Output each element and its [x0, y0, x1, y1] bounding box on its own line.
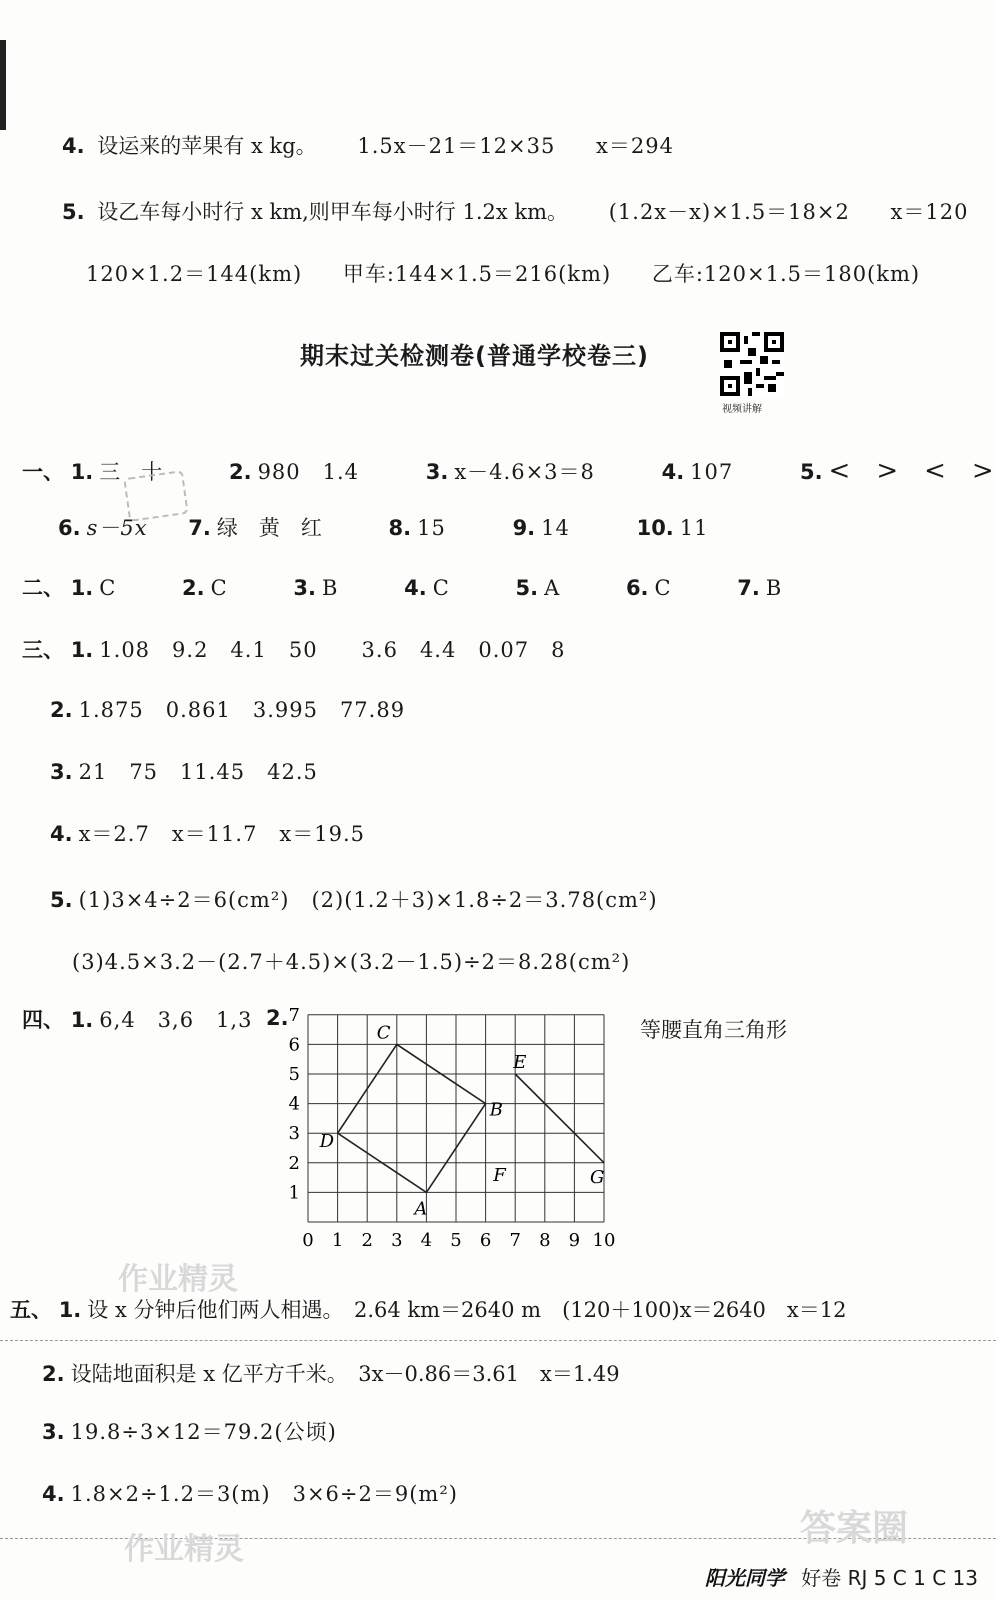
question-number: 4. [50, 822, 73, 846]
answer-line [86, 258, 920, 288]
point-label-b: B [489, 1099, 503, 1121]
answer-line [62, 196, 968, 226]
section-label: 二、 [22, 576, 64, 600]
question-number: 5. [62, 200, 85, 224]
section-label: 五、 [10, 1298, 52, 1322]
question-number: 3. [425, 460, 449, 484]
qr-code-icon[interactable] [720, 332, 784, 396]
x-tick-label: 9 [568, 1230, 581, 1251]
question-number: 4. [661, 460, 685, 484]
answer: C [210, 576, 227, 600]
section-5-line-3 [42, 1416, 337, 1446]
answer: 107 [690, 460, 734, 484]
answer: 绿 黄 红 [216, 516, 322, 540]
question-number: 10. [636, 516, 674, 540]
question-number: 8. [388, 516, 412, 540]
x-tick-label: 7 [509, 1230, 521, 1251]
section-2-line [22, 572, 781, 602]
section-3-line-3 [50, 756, 318, 786]
page-footer [705, 1562, 978, 1591]
x-tick-label: 3 [391, 1230, 403, 1251]
equation: 1.5x－21＝12×35 [357, 134, 556, 158]
solution: x＝120 [890, 200, 969, 224]
answer-note [640, 1014, 787, 1044]
brand-logo: 阳光同学 [704, 1566, 785, 1590]
answer: s－5x [86, 516, 148, 540]
question-number: 1. [70, 460, 94, 484]
answer: 1.875 0.861 3.995 77.89 [78, 698, 406, 722]
question-number: 1. [70, 638, 94, 662]
y-tick-label: 3 [288, 1123, 300, 1145]
section-5-line-1 [10, 1294, 846, 1324]
x-tick-label: 10 [592, 1230, 616, 1251]
question-number: 7. [737, 576, 760, 600]
section-3-line-5 [50, 884, 658, 914]
answer: 设 x 分钟后他们两人相遇。 2.64 km＝2640 m (120＋100)x＝2640 x＝12 [87, 1298, 847, 1322]
answer: < > < > [828, 456, 994, 486]
x-tick-label: 8 [539, 1230, 551, 1251]
answer-line [62, 130, 674, 160]
section-3-line-6 [72, 946, 630, 976]
calc: 甲车:144×1.5＝216(km) [342, 262, 612, 286]
x-tick-label: 1 [331, 1230, 344, 1251]
question-number: 9. [512, 516, 536, 540]
watermark: 作业精灵 [124, 1532, 244, 1567]
section-3-line-2 [50, 694, 405, 724]
section-4-line-1 [22, 1004, 252, 1034]
calc: 120×1.2＝144(km) [86, 262, 303, 286]
answer: x＝2.7 x＝11.7 x＝19.5 [78, 822, 366, 846]
calc: 乙车:120×1.5＝180(km) [651, 262, 921, 286]
y-tick-label: 1 [288, 1182, 300, 1204]
question-number: 4. [62, 134, 85, 158]
answer: 11 [679, 516, 709, 540]
section-label: 一、 [22, 460, 64, 484]
footer-text: 好卷 RJ 5 C 1 C 13 [801, 1566, 978, 1590]
watermark: 作业精灵 [118, 1262, 238, 1297]
question-number: 2. [228, 460, 252, 484]
question-number: 6. [58, 516, 81, 540]
section-5-line-2 [42, 1358, 620, 1388]
question-number: 6. [625, 576, 649, 600]
y-tick-label: 5 [288, 1064, 300, 1085]
section-label: 四、 [22, 1008, 64, 1032]
solution: x＝294 [596, 134, 674, 158]
coordinate-grid [280, 1000, 630, 1260]
question-number: 3. [42, 1420, 65, 1444]
answer: A [544, 576, 560, 600]
point-label-d: D [319, 1131, 335, 1153]
x-tick-label: 5 [450, 1230, 462, 1251]
exam-title: 期末过关检测卷(普通学校卷三) [300, 342, 649, 370]
answer: 19.8÷3×12＝79.2(公顷) [70, 1420, 337, 1444]
question-number: 1. [70, 576, 94, 600]
equation: (1.2x－x)×1.5＝18×2 [608, 200, 850, 224]
point-label-g: G [590, 1166, 605, 1188]
question-number: 3. [50, 760, 73, 784]
answer: B [765, 576, 782, 600]
point-label-f: F [493, 1164, 506, 1186]
answer-text: 设乙车每小时行 x km,则甲车每小时行 1.2x km。 [97, 200, 569, 224]
answer: (3)4.5×3.2－(2.7＋4.5)×(3.2－1.5)÷2＝8.28(cm²) [72, 950, 631, 974]
x-tick-label: 2 [361, 1230, 373, 1251]
answer: 1.08 9.2 4.1 50 3.6 4.4 0.07 8 [99, 638, 566, 662]
question-number: 1. [70, 1008, 94, 1032]
answer: 21 75 11.45 42.5 [78, 760, 318, 784]
question-number: 5. [50, 888, 73, 912]
y-tick-label: 6 [288, 1034, 300, 1056]
section-5-line-4 [42, 1478, 458, 1508]
watermark: 答案圈 [800, 1508, 909, 1549]
x-tick-label: 6 [479, 1230, 492, 1251]
question-number: 5. [515, 576, 539, 600]
point-label-a: A [414, 1198, 428, 1220]
point-label-c: C [376, 1022, 391, 1044]
triangle-type-answer: 等腰直角三角形 [640, 1018, 787, 1042]
page-edge-mark [0, 40, 6, 130]
answer-text: 设运来的苹果有 x kg。 [97, 134, 317, 158]
segment-eg [515, 1074, 604, 1163]
answer: 设陆地面积是 x 亿平方千米。 3x－0.86＝3.61 x＝1.49 [70, 1362, 620, 1386]
x-tick-label: 4 [420, 1230, 433, 1251]
answer: 1.8×2÷1.2＝3(m) 3×6÷2＝9(m²) [70, 1482, 458, 1506]
divider [0, 1340, 996, 1341]
qr-label: 视频讲解 [722, 404, 762, 415]
y-tick-label: 7 [288, 1004, 300, 1026]
section-1-line-2 [58, 512, 709, 542]
answer: C [99, 576, 116, 600]
section-3-line-1 [22, 634, 565, 664]
answer: B [322, 576, 338, 600]
question-number: 7. [188, 516, 211, 540]
answer: 14 [541, 516, 570, 540]
answer: 6,4 3,6 1,3 [99, 1008, 253, 1032]
answer: 980 1.4 [257, 460, 360, 484]
answer: (1)3×4÷2＝6(cm²) (2)(1.2＋3)×1.8÷2＝3.78(cm²) [78, 888, 658, 912]
question-number: 2. [182, 576, 205, 600]
section-3-line-4 [50, 818, 365, 848]
answer: C [654, 576, 671, 600]
question-number: 2. [50, 698, 73, 722]
question-number: 5. [799, 460, 823, 484]
answer: C [432, 576, 449, 600]
answer: x－4.6×3＝8 [454, 460, 595, 484]
y-tick-label: 4 [288, 1093, 300, 1115]
question-number: 4. [42, 1482, 65, 1506]
section-label: 三、 [22, 638, 64, 662]
question-number: 4. [404, 576, 427, 600]
y-tick-label: 2 [288, 1152, 300, 1174]
x-tick-label: 0 [302, 1230, 314, 1251]
question-number: 2. [42, 1362, 65, 1386]
question-number: 1. [58, 1298, 82, 1322]
answer: 15 [417, 516, 446, 540]
question-number: 2. [266, 1006, 289, 1030]
answer: 三 十 [99, 460, 163, 484]
question-number: 3. [293, 576, 316, 600]
point-label-e: E [513, 1052, 527, 1073]
square-abcd [338, 1044, 486, 1192]
